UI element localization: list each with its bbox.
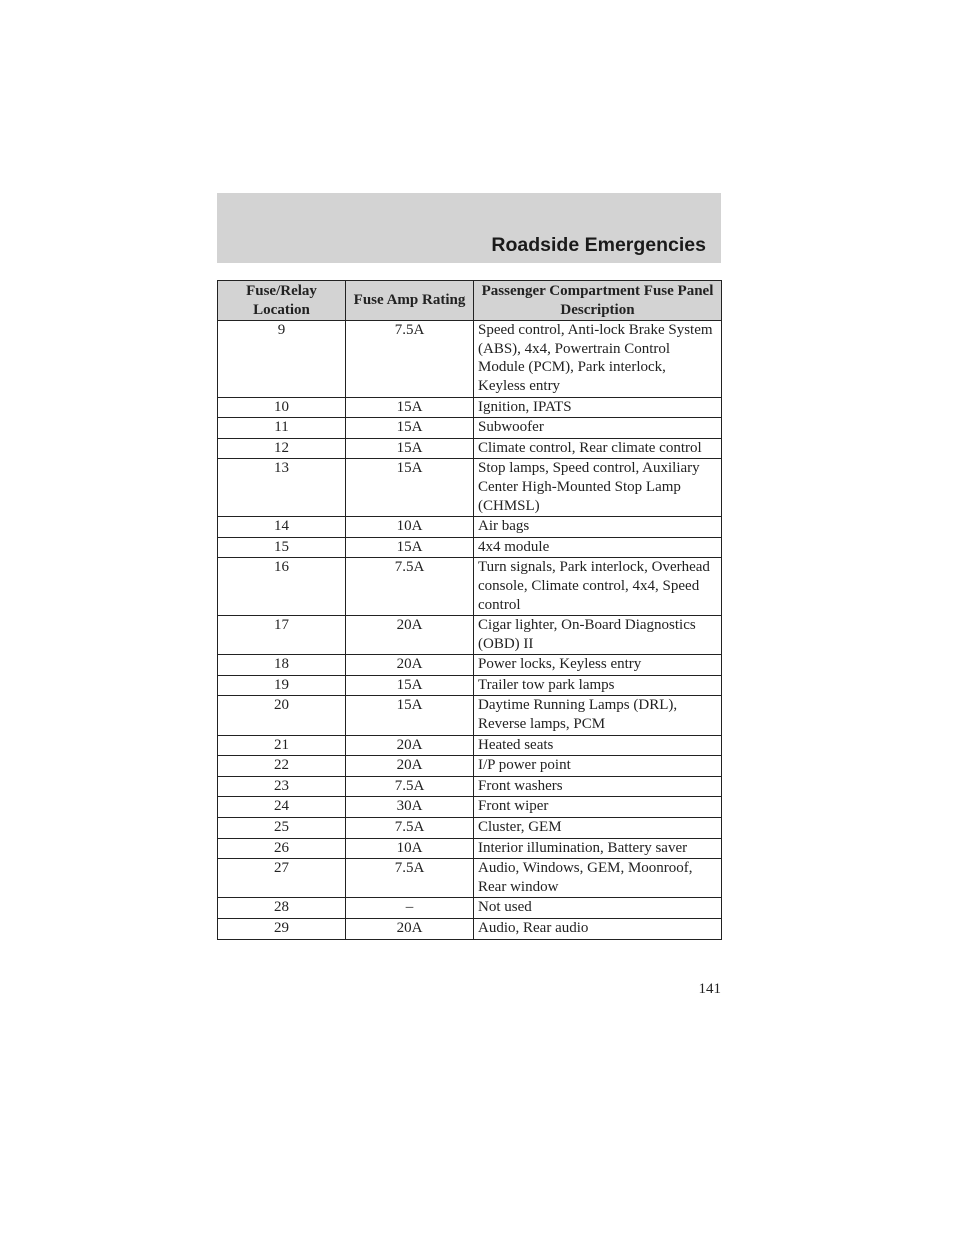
cell-description: Trailer tow park lamps xyxy=(474,675,722,696)
cell-location: 26 xyxy=(218,838,346,859)
cell-description: Cluster, GEM xyxy=(474,818,722,839)
table-header-row xyxy=(218,281,722,321)
table-row xyxy=(218,675,722,696)
table-row xyxy=(218,797,722,818)
fuse-table xyxy=(217,280,722,940)
cell-location: 19 xyxy=(218,675,346,696)
cell-description: Subwoofer xyxy=(474,418,722,439)
cell-location: 23 xyxy=(218,776,346,797)
cell-rating: 20A xyxy=(346,735,474,756)
table-row xyxy=(218,776,722,797)
section-title: Roadside Emergencies xyxy=(491,234,706,256)
column-header-location: Fuse/Relay Location xyxy=(218,281,346,321)
cell-location: 12 xyxy=(218,438,346,459)
cell-description: Daytime Running Lamps (DRL), Reverse lamps, PCM xyxy=(474,696,722,735)
cell-rating: 7.5A xyxy=(346,558,474,616)
cell-location: 29 xyxy=(218,919,346,940)
table-row xyxy=(218,859,722,898)
section-header-band xyxy=(217,193,721,263)
cell-description: Interior illumination, Battery saver xyxy=(474,838,722,859)
cell-description: Audio, Windows, GEM, Moonroof, Rear window xyxy=(474,859,722,898)
table-row xyxy=(218,321,722,397)
cell-location: 28 xyxy=(218,898,346,919)
cell-rating: 15A xyxy=(346,537,474,558)
cell-location: 16 xyxy=(218,558,346,616)
cell-location: 22 xyxy=(218,756,346,777)
table-row xyxy=(218,735,722,756)
cell-description: Air bags xyxy=(474,517,722,538)
table-row xyxy=(218,397,722,418)
cell-description: Turn signals, Park interlock, Overhead console, Climate control, 4x4, Speed control xyxy=(474,558,722,616)
cell-description: Ignition, IPATS xyxy=(474,397,722,418)
table-row xyxy=(218,818,722,839)
cell-rating: 15A xyxy=(346,675,474,696)
cell-location: 24 xyxy=(218,797,346,818)
column-header-rating: Fuse Amp Rating xyxy=(346,281,474,321)
cell-rating: 20A xyxy=(346,919,474,940)
cell-location: 17 xyxy=(218,616,346,655)
table-row xyxy=(218,696,722,735)
cell-description: Audio, Rear audio xyxy=(474,919,722,940)
table-row xyxy=(218,517,722,538)
cell-description: I/P power point xyxy=(474,756,722,777)
cell-description: Speed control, Anti-lock Brake System (ABS), 4x4, Powertrain Control Module (PCM), Park interlock, Keyless entry xyxy=(474,321,722,397)
cell-rating: 10A xyxy=(346,517,474,538)
table-row xyxy=(218,616,722,655)
table-row xyxy=(218,898,722,919)
cell-rating: 15A xyxy=(346,397,474,418)
cell-location: 25 xyxy=(218,818,346,839)
cell-rating: 20A xyxy=(346,616,474,655)
cell-rating: 20A xyxy=(346,756,474,777)
cell-location: 9 xyxy=(218,321,346,397)
cell-location: 14 xyxy=(218,517,346,538)
cell-location: 21 xyxy=(218,735,346,756)
cell-rating: 30A xyxy=(346,797,474,818)
cell-rating: 15A xyxy=(346,418,474,439)
table-row xyxy=(218,756,722,777)
cell-description: Power locks, Keyless entry xyxy=(474,655,722,676)
cell-location: 13 xyxy=(218,459,346,517)
table-row xyxy=(218,418,722,439)
cell-description: Stop lamps, Speed control, Auxiliary Center High-Mounted Stop Lamp (CHMSL) xyxy=(474,459,722,517)
cell-description: Front washers xyxy=(474,776,722,797)
table-row xyxy=(218,438,722,459)
cell-rating: 10A xyxy=(346,838,474,859)
cell-rating: – xyxy=(346,898,474,919)
cell-rating: 20A xyxy=(346,655,474,676)
cell-description: Not used xyxy=(474,898,722,919)
cell-rating: 15A xyxy=(346,696,474,735)
cell-rating: 7.5A xyxy=(346,818,474,839)
cell-location: 11 xyxy=(218,418,346,439)
table-row xyxy=(218,558,722,616)
table-row xyxy=(218,919,722,940)
cell-description: Front wiper xyxy=(474,797,722,818)
cell-rating: 7.5A xyxy=(346,859,474,898)
cell-description: Cigar lighter, On-Board Diagnostics (OBD) II xyxy=(474,616,722,655)
cell-location: 18 xyxy=(218,655,346,676)
cell-rating: 15A xyxy=(346,459,474,517)
table-row xyxy=(218,838,722,859)
table-row xyxy=(218,655,722,676)
cell-description: Heated seats xyxy=(474,735,722,756)
page-number: 141 xyxy=(698,981,721,997)
cell-location: 10 xyxy=(218,397,346,418)
table-row xyxy=(218,459,722,517)
cell-location: 20 xyxy=(218,696,346,735)
cell-description: 4x4 module xyxy=(474,537,722,558)
column-header-description: Passenger Compartment Fuse Panel Description xyxy=(474,281,722,321)
cell-location: 27 xyxy=(218,859,346,898)
table-row xyxy=(218,537,722,558)
cell-rating: 7.5A xyxy=(346,776,474,797)
cell-location: 15 xyxy=(218,537,346,558)
cell-rating: 7.5A xyxy=(346,321,474,397)
cell-description: Climate control, Rear climate control xyxy=(474,438,722,459)
cell-rating: 15A xyxy=(346,438,474,459)
